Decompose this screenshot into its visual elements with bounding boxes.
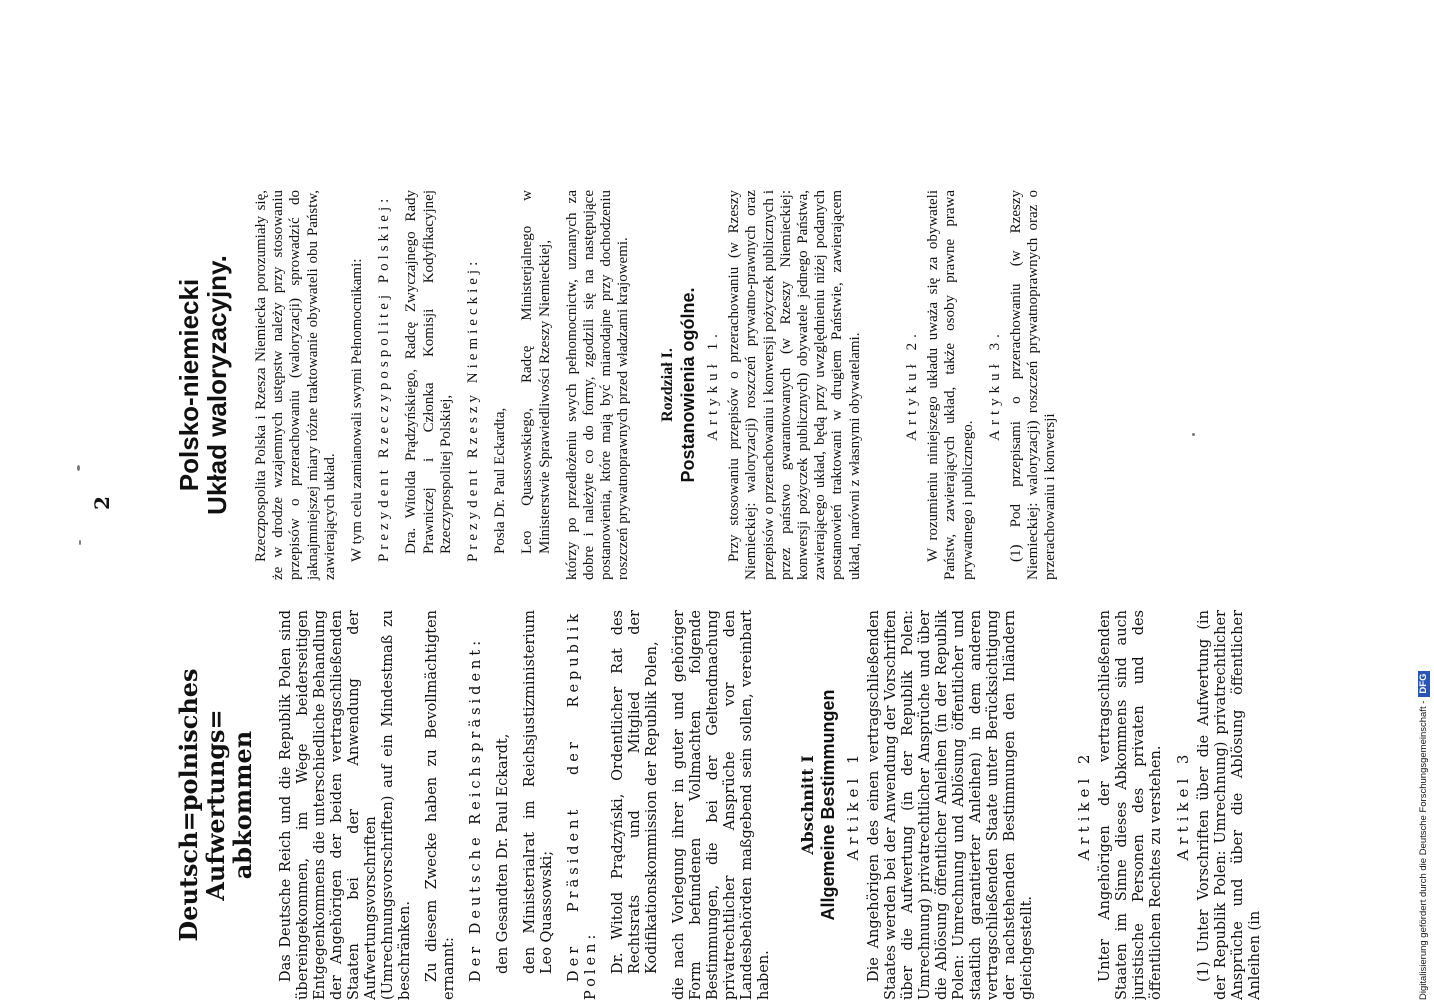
scan-speck bbox=[77, 465, 80, 471]
polish-article-2-text: W rozumieniu niniejszego układu uważa się za obywateli Państw, zawierających układ, także osoby prawne prawa prywatnego i publicznego. bbox=[925, 190, 976, 580]
polish-article-1-title: Artykuł 1. bbox=[705, 329, 722, 441]
polish-article-1-text: Przy stosowaniu przepisów o przerachowaniu (w Rzeszy Niemieckiej: waloryzacji) roszczeń prywatno-prawnych oraz przepisów o przerachowaniu i konwersji pożyczek publicznych i przez państwo gwarantowanych (w Rzeszy Niemieckiej: konwersji pożyczek publicznych) obywatele jednego Państwa, zawierającego układ, będą przy uwzględnieniu niżej podanych postanowień traktowani w drugiem Państwie, zawierającem układ, narówni z własnymi obywatelami. bbox=[726, 190, 863, 580]
german-delegate-1: den Gesandten Dr. Paul Eckardt, bbox=[495, 733, 511, 974]
polish-delegate-pl: Dra. Witolda Prądzyńskiego, Radcę Zwyczajnego Rady Prawniczej i Członka Komisji Kodyfikacyjnej Rzeczypospolitej Polskiej, bbox=[403, 190, 454, 554]
german-title bbox=[175, 610, 256, 1000]
polish-prezydent-rzeszy: Prezydent Rzeszy Niemieckiej: bbox=[465, 257, 482, 562]
german-closing: die nach Vorlegung ihrer in guter und gehöriger Form befundenen Vollmachten folgende Bestimmungen, die bei der Geltendmachung privatrechtlicher Ansprüche vor den Landesbehörden maßgebend sein sollen, vereinbart haben. bbox=[671, 610, 772, 1000]
german-polish-delegate: Dr. Witold Prądzyński, Ordentlicher Rat des Rechtsrats und Mitglied der Kodifikationskommission der Republik Polen, bbox=[610, 610, 660, 974]
german-article-1-text: Die Angehörigen des einen vertragschließenden Staates werden bei der Anwendung der Vorschriften über die Aufwertung (in der Republik Polen: Umrechnung) privatrechtlicher Ansprüche und über die Ablösung öffentlicher Anleihen (in der Republik Polen: Umrechnung und Ablösung öffentlicher und staatlich garantierter Anleihen) in dem anderen vertragschließenden Staate unter Berücksichtigung der nachstehenden Bestimmungen den Inländern gleichgestellt. bbox=[866, 610, 1035, 1000]
german-article-2-text: Unter Angehörigen der vertragschließenden Staaten im Sinne dieses Abkommens sind auch juristische Personen des privaten und des öffentlichen Rechtes zu verstehen. bbox=[1097, 610, 1164, 1000]
polish-prezydent-rp: Prezydent Rzeczypospolitej Polskiej: bbox=[376, 194, 393, 562]
polish-article-2-title: Artykuł 2. bbox=[903, 329, 920, 441]
page-number: 2 bbox=[90, 496, 114, 510]
german-purpose: Zu diesem Zwecke haben zu Bevollmächtigten ernannt: bbox=[424, 610, 457, 1000]
german-article-2-title: Artikel 2 bbox=[1075, 749, 1093, 861]
german-section-subtitle: Allgemeine Bestimmungen bbox=[818, 689, 838, 921]
polish-section-title: Rozdział I. bbox=[658, 348, 676, 422]
german-article-3-text: (1) Unter Vorschriften über die Aufwertung (in der Republik Polen: Umrechnung) privatrechtlicher Ansprüche und über die Ablösung öffentlicher Anleihen (in bbox=[1196, 610, 1263, 1000]
rotated-document-page bbox=[90, 180, 1265, 1000]
dfg-logo: DFG bbox=[1418, 671, 1430, 697]
polish-intro: Rzeczpospolita Polska i Rzesza Niemiecka porozumiały się, że w drodze wzajemnych ustępstw należy przy stosowaniu przepisów o przerachowaniu (waloryzacji) sprowadzić do jaknajmniejszej miary różne traktowanie obywateli obu Państw, zawierających układ. bbox=[253, 190, 338, 580]
polish-article-3-title: Artykuł 3. bbox=[986, 329, 1003, 441]
polish-closing: którzy po przedłożeniu swych pełnomocnictw, uznanych za dobre i należyte co do formy, zgodzili się na następujące postanowienia, które mają być miarodajne przy dochodzeniu roszczeń prywatnoprawnych przed władzami krajowemi. bbox=[563, 190, 632, 580]
german-intro: Das Deutsche Reich und die Republik Polen sind übereingekommen, im Wege beiderseitigen Entgegenkommens die unterschiedliche Behandlung der Angehörigen der beiden vertragschließenden Staaten bei der Anwendung der Aufwertungsvorschriften (Umrechnungsvorschriften) auf ein Mindestmaß zu beschränken. bbox=[278, 610, 413, 1000]
german-title-line1: Deutsch=polnisches Aufwertungs= bbox=[174, 668, 230, 942]
polish-delegate-de-2: Leo Quassowskiego, Radcę Ministerjalnego w Ministerstwie Sprawiedliwości Rzeszy Niemieckiej, bbox=[519, 190, 553, 554]
german-article-3-title: Artikel 3 bbox=[1174, 749, 1192, 861]
german-article-1-title: Artikel 1 bbox=[844, 749, 862, 861]
german-title-line2: abkommen bbox=[228, 730, 257, 880]
scan-speck bbox=[1192, 433, 1195, 436]
polish-column bbox=[175, 190, 1070, 580]
polish-article-3-text: (1) Pod przepisami o przerachowaniu (w Rzeszy Niemieckiej: waloryzacji) roszczeń prywatnoprawnych oraz o przerachowaniu i konwersji bbox=[1007, 190, 1059, 580]
digitization-credit-text: Digitalisierung gefördert durch die Deutsche Forschungsgemeinschaft - bbox=[1418, 700, 1429, 1000]
german-section-title: Abschnitt I bbox=[798, 755, 817, 855]
polish-title bbox=[175, 190, 231, 580]
polish-section-subtitle: Postanowienia ogólne. bbox=[677, 287, 698, 483]
german-praesident-polen: Der Präsident der Republik Polen: bbox=[566, 610, 599, 1000]
polish-purpose: W tym celu zamianowali swymi Pełnomocnikami: bbox=[349, 258, 366, 562]
scan-speck bbox=[79, 540, 81, 545]
polish-delegate-de-1: Posła Dr. Paul Eckardta, bbox=[492, 407, 509, 554]
german-column bbox=[175, 610, 1274, 1000]
german-reichspraesident: Der Deutsche Reichspräsident: bbox=[468, 636, 484, 982]
polish-title-line2: Układ waloryzacyjny. bbox=[202, 255, 232, 515]
polish-title-line1: Polsko-niemiecki bbox=[174, 278, 204, 492]
digitization-credit bbox=[1418, 10, 1434, 1000]
german-delegate-2: den Ministerialrat im Reichsjustizministerium Leo Quassowski; bbox=[522, 610, 555, 974]
